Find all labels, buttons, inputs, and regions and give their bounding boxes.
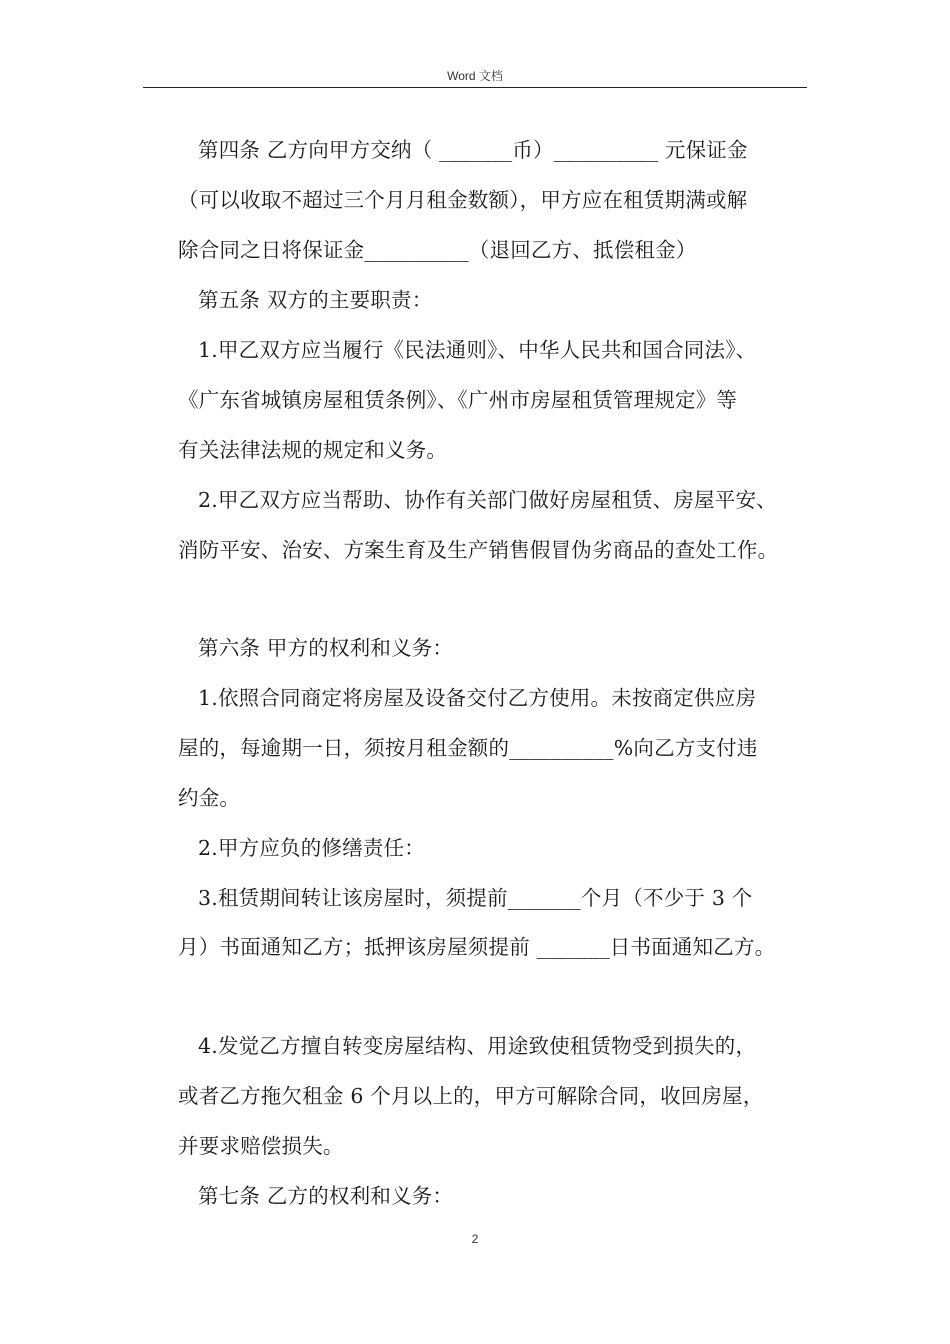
article-6-item-4-line-2: 或者乙方拖欠租金 6 个月以上的，甲方可解除合同，收回房屋， bbox=[178, 1084, 764, 1108]
article-6-item-4-line-3: 并要求赔偿损失。 bbox=[178, 1134, 344, 1158]
article-5-item-1-line-2: 《广东省城镇房屋租赁条例》、《广州市房屋租赁管理规定》等 bbox=[178, 388, 738, 412]
article-6-item-3-line-1: 3.租赁期间转让该房屋时，须提前_______个月（不少于 3 个 bbox=[198, 886, 753, 910]
page-number: 2 bbox=[471, 1232, 479, 1246]
article-6-heading: 第六条 甲方的权利和义务： bbox=[198, 636, 454, 660]
article-6-item-1-line-3: 约金。 bbox=[178, 786, 241, 810]
article-6-item-2: 2.甲方应负的修缮责任： bbox=[198, 836, 425, 860]
article-4-line-3: 除合同之日将保证金__________（退回乙方、抵偿租金） bbox=[178, 238, 697, 262]
article-7-heading: 第七条 乙方的权利和义务： bbox=[198, 1184, 454, 1208]
article-5-item-1-line-3: 有关法律法规的规定和义务。 bbox=[178, 438, 448, 462]
article-6-item-4-line-1: 4.发觉乙方擅自转变房屋结构、用途致使租赁物受到损失的， bbox=[198, 1034, 757, 1058]
article-5-item-2-line-2: 消防平安、治安、方案生育及生产销售假冒伪劣商品的查处工作。 bbox=[178, 538, 779, 562]
article-5-item-1-line-1: 1.甲乙双方应当履行《民法通则》、中华人民共和国合同法》、 bbox=[198, 338, 757, 362]
page-header-title: Word 文档 bbox=[447, 69, 503, 83]
article-6-item-1-line-2: 屋的，每逾期一日，须按月租金额的__________%向乙方支付违 bbox=[178, 736, 758, 760]
article-4-line-1: 第四条 乙方向甲方交纳（ _______币）__________ 元保证金 bbox=[198, 138, 748, 162]
article-5-heading: 第五条 双方的主要职责： bbox=[198, 288, 433, 312]
article-6-item-1-line-1: 1.依照合同商定将房屋及设备交付乙方使用。未按商定供应房 bbox=[198, 686, 757, 710]
article-6-item-3-line-2: 月）书面通知乙方；抵押该房屋须提前 _______日书面通知乙方。 bbox=[178, 935, 776, 959]
article-5-item-2-line-1: 2.甲乙双方应当帮助、协作有关部门做好房屋租赁、房屋平安、 bbox=[198, 488, 777, 512]
header-divider bbox=[143, 87, 807, 88]
article-4-line-2: （可以收取不超过三个月月租金数额），甲方应在租赁期满或解 bbox=[178, 188, 748, 212]
